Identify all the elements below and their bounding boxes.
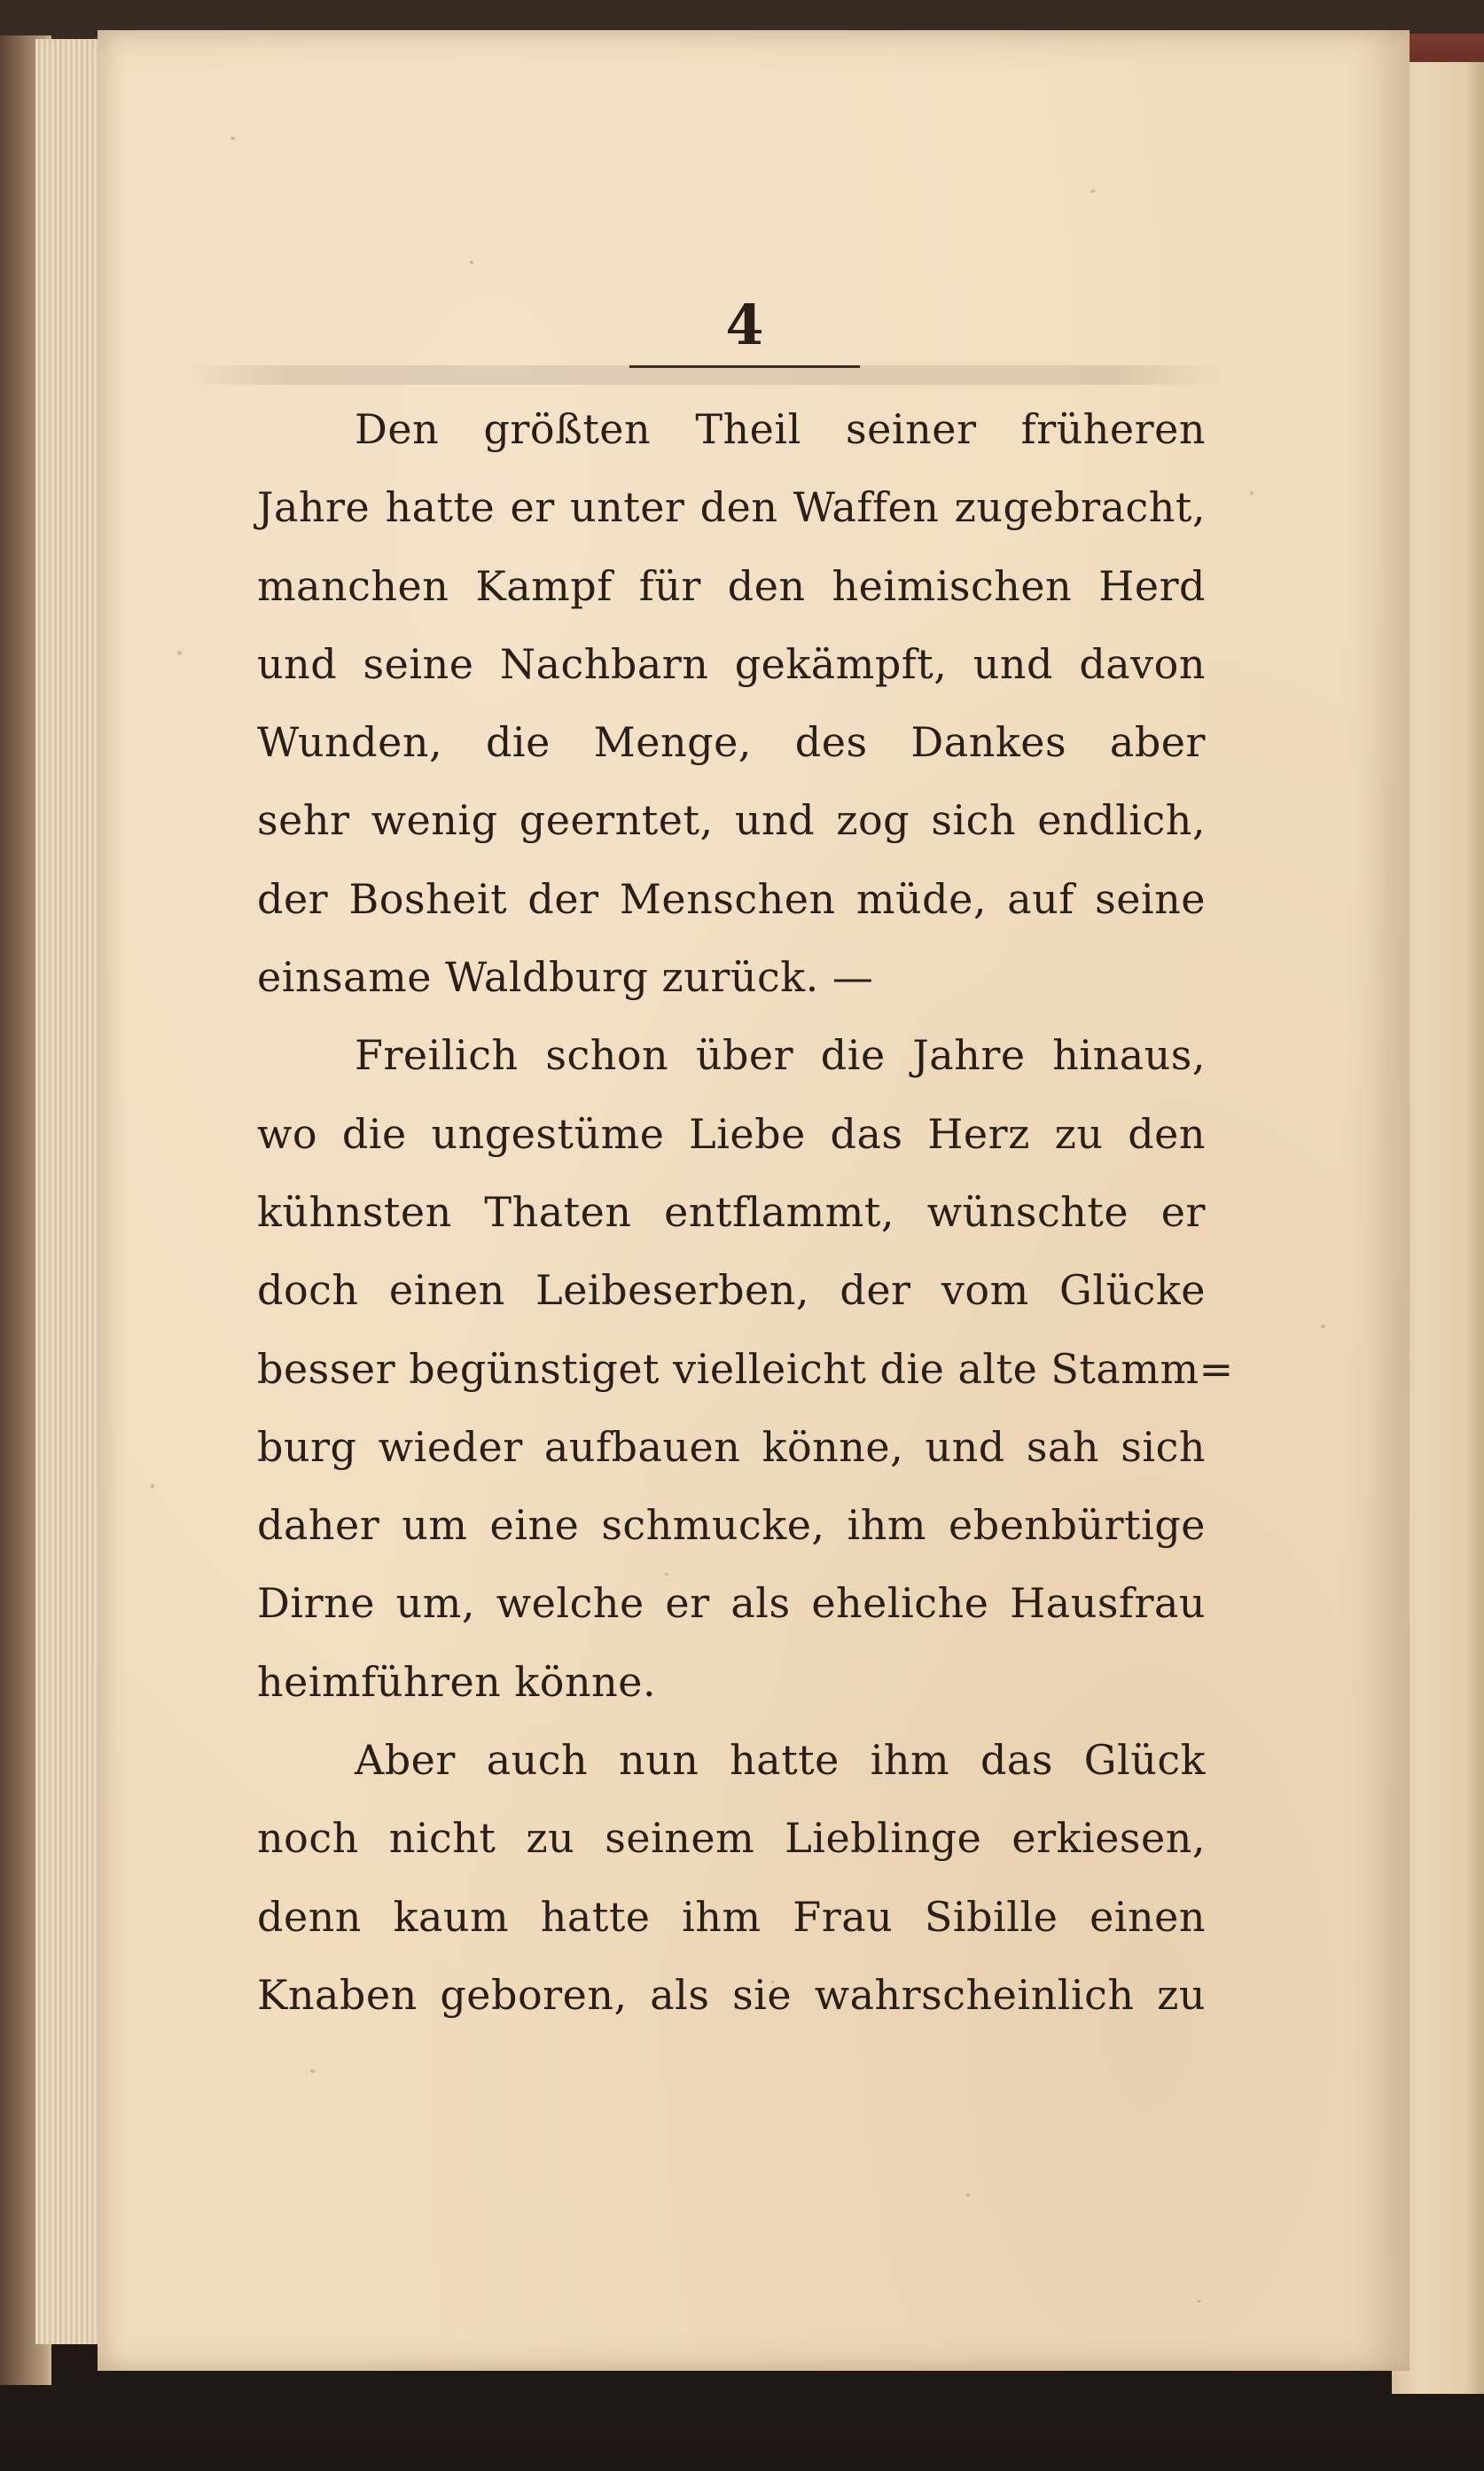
text-line: Den größten Theil seiner früheren [355, 405, 1206, 453]
page-stack-edges [35, 39, 106, 2344]
text-line: und seine Nachbarn gekämpft, und davon [257, 639, 1206, 688]
paper-speck [151, 1484, 154, 1489]
bleed-through-rule [186, 365, 1223, 385]
text-line: einsame Waldburg zurück. — [257, 953, 874, 1002]
paper-speck [310, 2069, 316, 2073]
text-line: Freilich schon über die Jahre hinaus, [355, 1031, 1206, 1080]
text-line: wo die ungestüme Liebe das Herz zu den [257, 1109, 1206, 1158]
paper-speck [470, 261, 473, 264]
header-rule [629, 365, 860, 368]
text-line: der Bosheit der Menschen müde, auf seine [257, 874, 1206, 923]
text-line: besser begünstiget vielleicht die alte Stamm= [257, 1344, 1234, 1393]
text-line: Dirne um, welche er als eheliche Hausfrau [257, 1579, 1206, 1628]
text-line: kühnsten Thaten entflammt, wünschte er [257, 1187, 1206, 1236]
text-line: sehr wenig geerntet, und zog sich endlich, [257, 796, 1206, 845]
text-line: denn kaum hatte ihm Frau Sibille einen [257, 1892, 1206, 1941]
paper-speck [230, 137, 235, 140]
paper-speck [1250, 491, 1254, 495]
text-line: Wunden, die Menge, des Dankes aber [257, 718, 1206, 767]
paper-speck [966, 2193, 970, 2197]
page-number: 4 [725, 293, 764, 357]
text-line: heimführen könne. [257, 1657, 657, 1706]
paper-speck [1321, 1325, 1325, 1328]
paper-speck [177, 651, 182, 655]
text-line: Jahre hatte er unter den Waffen zugebracht, [257, 483, 1206, 532]
text-line: doch einen Leibeserben, der vom Glücke [257, 1266, 1206, 1315]
text-line: daher um eine schmucke, ihm ebenbürtige [257, 1501, 1206, 1550]
text-line: burg wieder aufbauen könne, und sah sich [257, 1422, 1206, 1471]
paper-speck [1090, 190, 1096, 192]
text-line: manchen Kampf für den heimischen Herd [257, 561, 1206, 610]
text-line: Aber auch nun hatte ihm das Glück [355, 1736, 1206, 1785]
paper-speck [1197, 2300, 1201, 2303]
text-line: Knaben geboren, als sie wahrscheinlich zu [257, 1970, 1206, 2019]
page-text [257, 390, 1234, 2034]
text-line: noch nicht zu seinem Lieblinge erkiesen, [257, 1814, 1206, 1863]
